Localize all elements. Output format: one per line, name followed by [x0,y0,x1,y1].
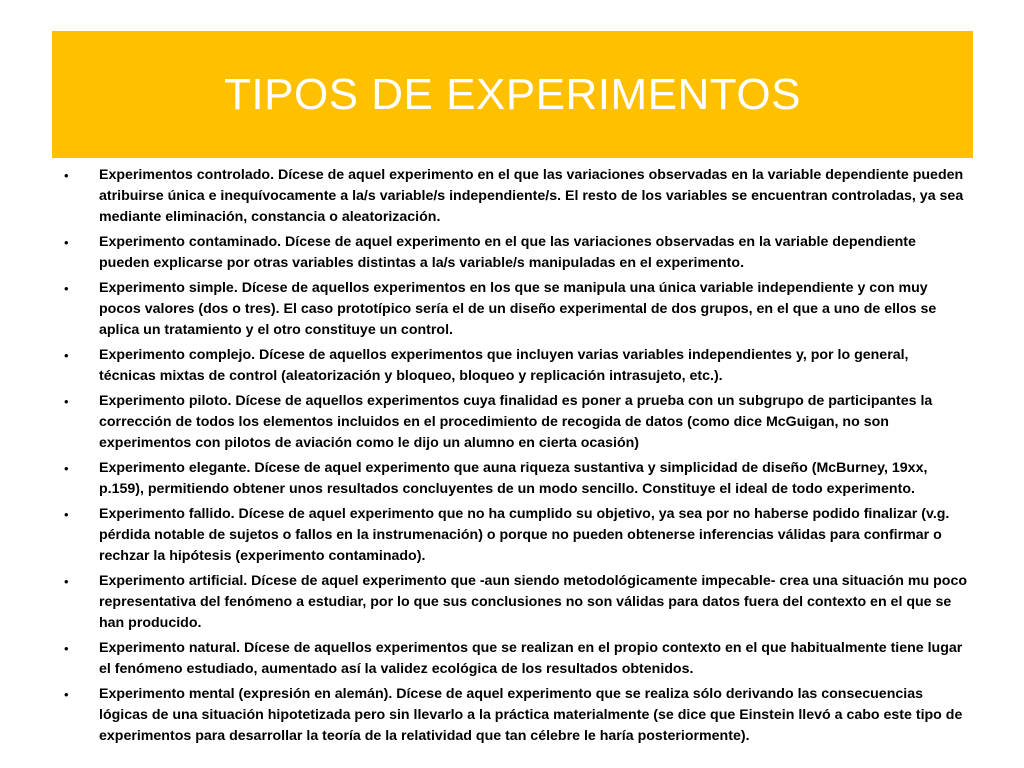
bullet-icon: • [64,394,69,409]
bullet-text: Experimento fallido. Dícese de aquel experimento que no ha cumplido su objetivo, ya sea por no haberse podido finalizar (v.g. pérdida notable de sujetos o fallos en la instrumenación) o porque no pueden obtenerse inferencias válidas para confirmar o rechzar la hipótesis (experimento contaminado). [99,506,950,564]
bullet-text: Experimento natural. Dícese de aquellos experimentos que se realizan en el propio contexto en el que habitualmente tiene lugar el fenómeno estudiado, aumentado así la validez ecológica de los resultados obtenidos. [99,640,963,677]
bullet-text: Experimento mental (expresión en alemán). Dícese de aquel experimento que se realiza sólo derivando las consecuencias lógicas de una situación hipotetizada pero sin llevarlo a la práctica materialmente (se dice que Einstein llevó a cabo este tipo de experimentos para desarrollar la teoría de la relatividad que tan célebre le haría posteriormente). [99,686,963,744]
bullet-text: Experimento piloto. Dícese de aquellos experimentos cuya finalidad es poner a prueba con un subgrupo de participantes la corrección de todos los elementos incluidos en el procedimiento de recogida de datos (como dice McGuigan, no son experimentos con pilotos de aviación como le dijo un alumno en cierta ocasión) [99,393,933,451]
bullet-text: Experimento artificial. Dícese de aquel experimento que -aun siendo metodológicamente impecable- crea una situación mu poco representativa del fenómeno a estudiar, por lo que sus conclusiones no son válidas para datos fuera del contexto en el que se han producido. [99,573,968,631]
bullet-icon: • [64,348,69,363]
title-banner [52,31,973,158]
bullet-icon: • [64,507,69,522]
bullet-text: Experimento elegante. Dícese de aquel experimento que auna riqueza sustantiva y simplicidad de diseño (McBurney, 19xx, p.159), permitiendo obtener unos resultados concluyentes de un modo sencillo. Constituye el ideal de todo experimento. [99,460,928,497]
bullet-item [64,571,969,634]
bullet-item [64,684,969,747]
bullet-icon: • [64,281,69,296]
bullet-icon: • [64,641,69,656]
bullet-icon: • [64,235,69,250]
bullet-item [64,391,969,454]
bullet-item [64,232,969,274]
bullet-icon: • [64,461,69,476]
slide-title: TIPOS DE EXPERIMENTOS [224,69,801,119]
bullet-item [64,345,969,387]
bullet-icon: • [64,168,69,183]
bullet-item [64,278,969,341]
bullet-icon: • [64,687,69,702]
bullet-text: Experimento contaminado. Dícese de aquel experimento en el que las variaciones observadas en la variable dependiente pueden explicarse por otras variables distintas a la/s variable/s manipuladas en el experimento. [99,234,916,271]
bullet-item [64,458,969,500]
bullet-text: Experimentos controlado. Dícese de aquel experimento en el que las variaciones observadas en la variable dependiente pueden atribuirse única e inequívocamente a la/s variable/s independiente/s. El resto de los variables se encuentran controladas, ya sea mediante eliminación, constancia o aleatorización. [99,167,964,225]
bullet-text: Experimento complejo. Dícese de aquellos experimentos que incluyen varias variables independientes y, por lo general, técnicas mixtas de control (aleatorización y bloqueo, bloqueo y replicación intrasujeto, etc.). [99,347,909,384]
bullet-item [64,638,969,680]
bullet-list [64,165,969,751]
bullet-item [64,504,969,567]
bullet-item [64,165,969,228]
bullet-text: Experimento simple. Dícese de aquellos experimentos en los que se manipula una única variable independiente y con muy pocos valores (dos o tres). El caso prototípico sería el de un diseño experimental de dos grupos, en el que a uno de ellos se aplica un tratamiento y el otro constituye un control. [99,280,937,338]
bullet-icon: • [64,574,69,589]
